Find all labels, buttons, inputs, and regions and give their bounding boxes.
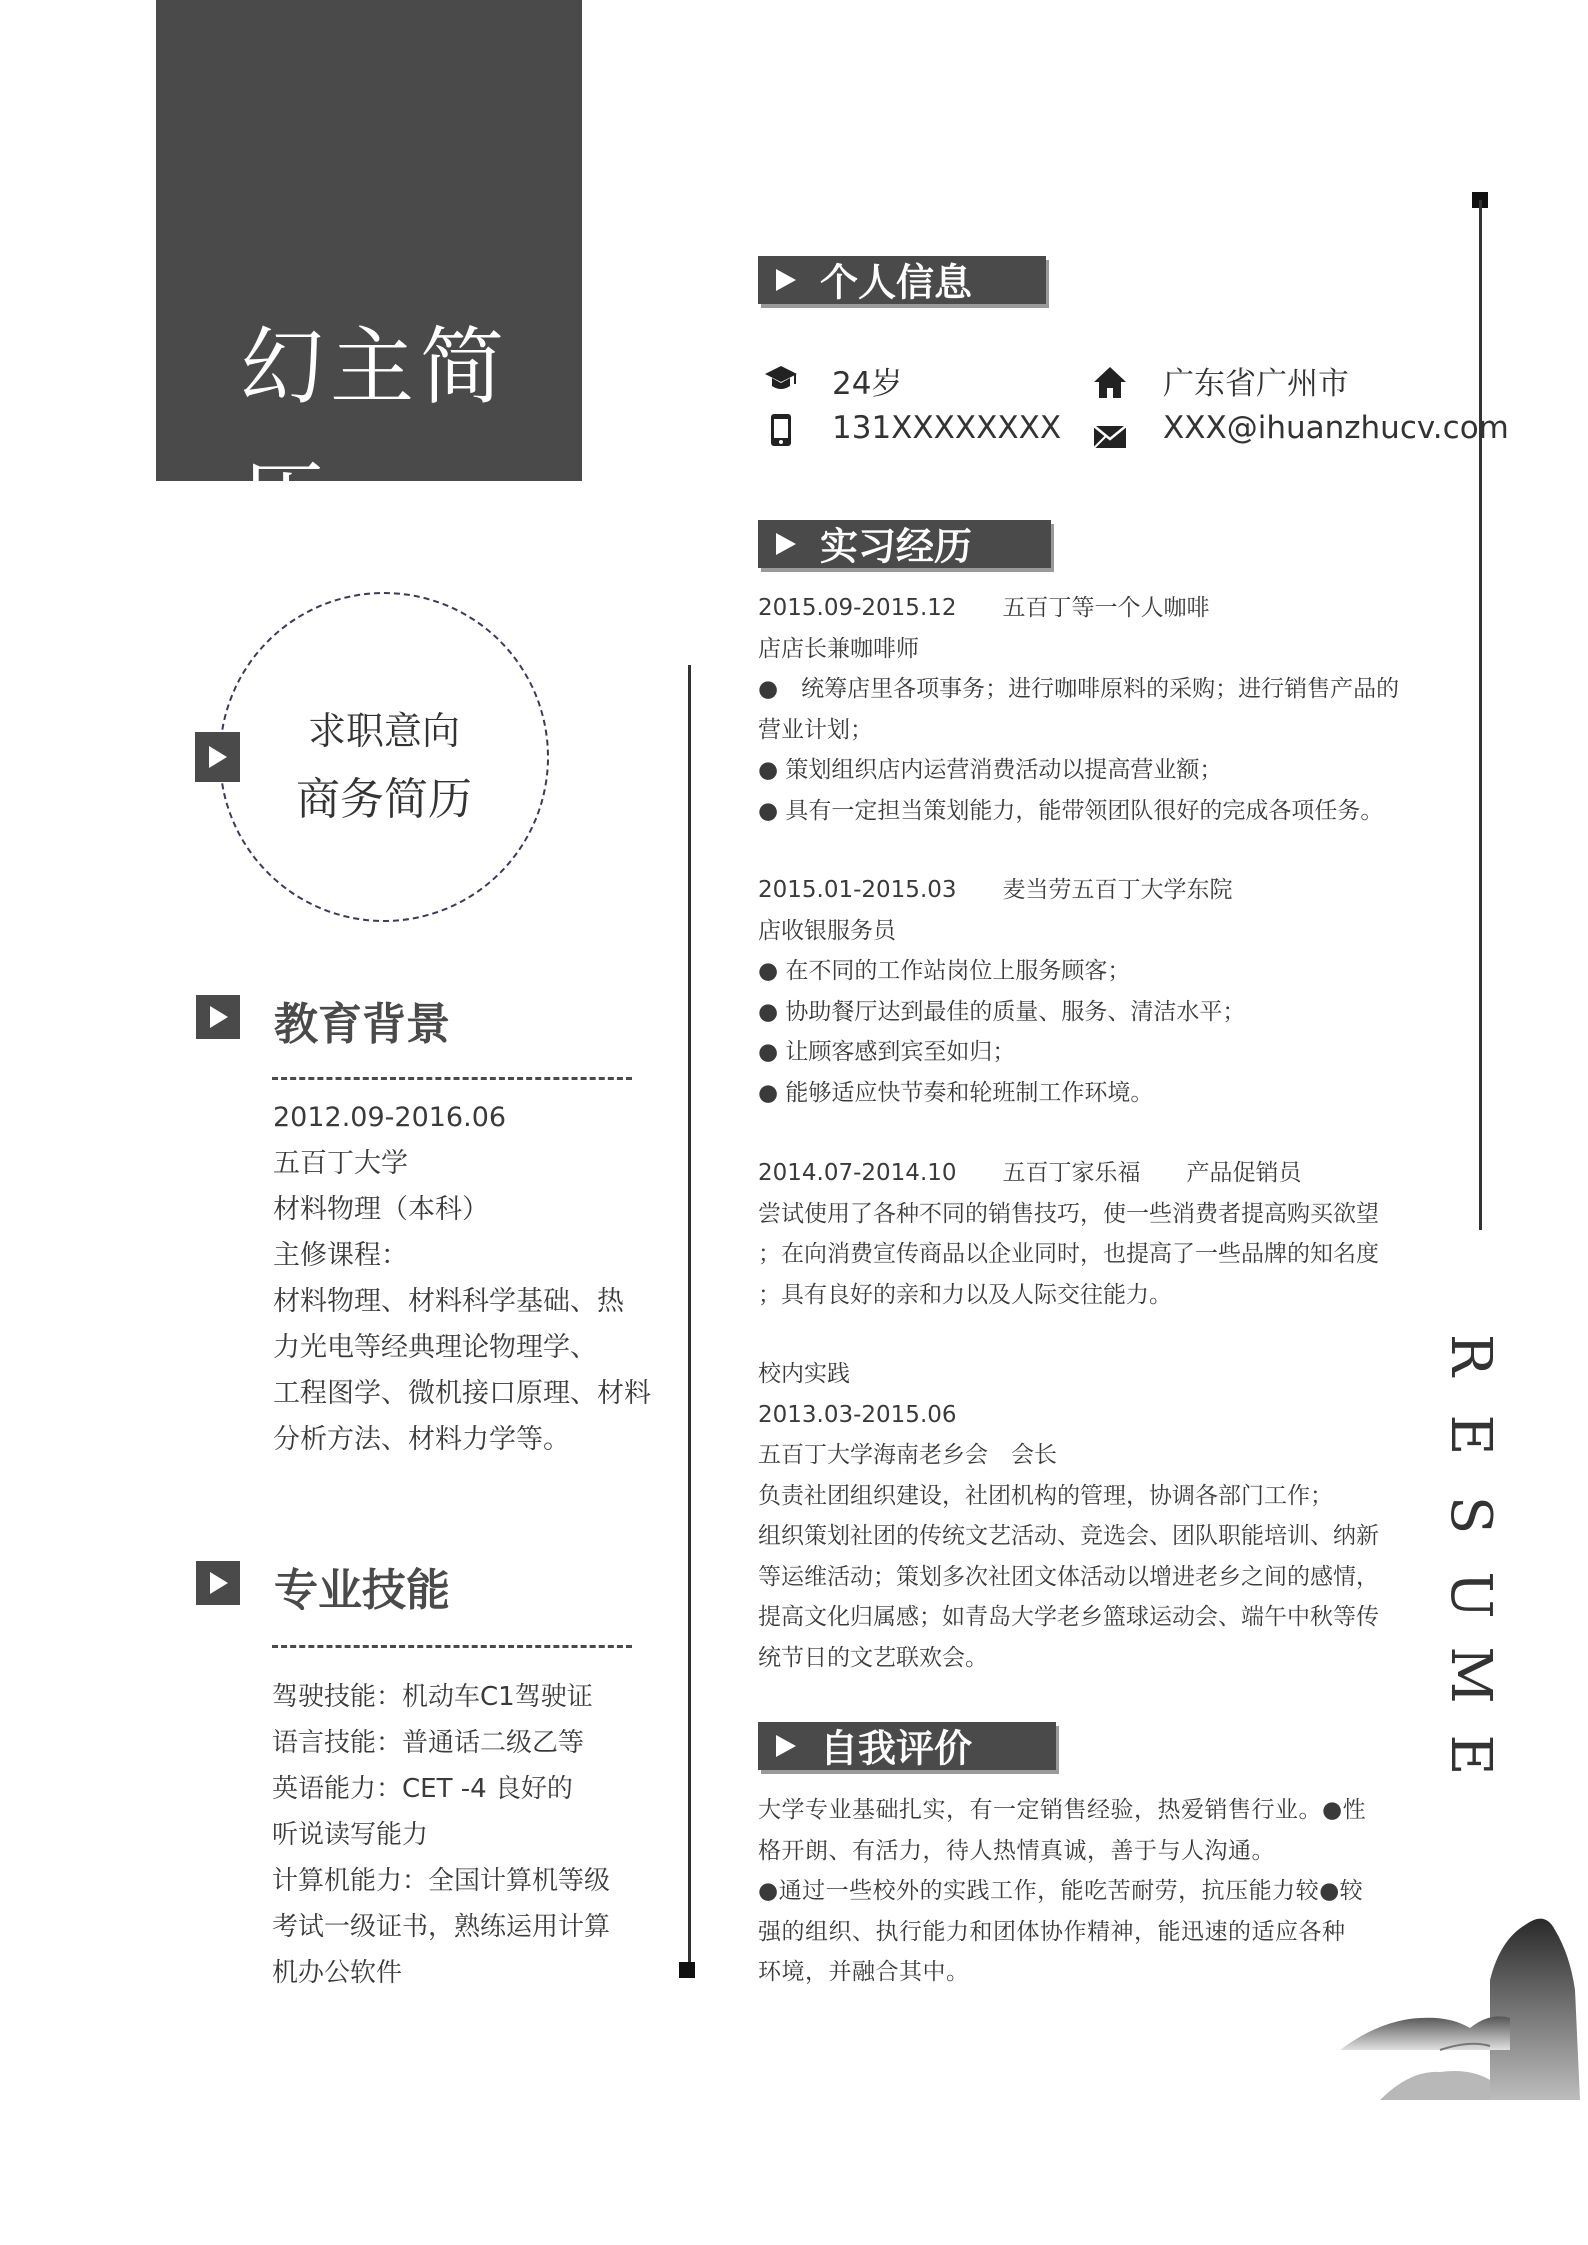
job-line: 负责社团组织建设，社团机构的管理，协调各部门工作； (758, 1482, 1333, 1509)
resume-vertical (1438, 1325, 1503, 1785)
resume-letter: S (1438, 1495, 1503, 1535)
job-line: 校内实践 (758, 1361, 850, 1387)
play-icon (210, 1572, 228, 1594)
play-icon (776, 533, 796, 555)
self-eval-heading (758, 1722, 1056, 1770)
personal-heading (758, 256, 1046, 304)
self-eval-line: 环境，并融合其中。 (758, 1959, 970, 1985)
phone-value: 131XXXXXXXX (832, 410, 1062, 446)
job-line: 五百丁大学海南老乡会 会长 (758, 1442, 1057, 1468)
resume-letter: M (1438, 1646, 1503, 1704)
job-line: 尝试使用了各种不同的销售技巧，使一些消费者提高购买欲望 (758, 1200, 1379, 1227)
skill-line: 计算机能力：全国计算机等级 (272, 1866, 611, 1896)
skill-line: 英语能力：CET -4 良好的 (272, 1774, 573, 1804)
job-line: 统节日的文艺联欢会。 (758, 1644, 988, 1671)
right-divider (1479, 200, 1482, 1230)
self-eval-text (758, 1790, 1366, 1993)
center-divider (688, 665, 691, 1965)
education-line: 材料物理、材料科学基础、热 (273, 1286, 624, 1317)
job-line: 2015.01-2015.03 麦当劳五百丁大学东院 (758, 877, 1233, 903)
email-value: XXX@ihuanzhucv.com (1163, 410, 1509, 446)
education-line: 2012.09-2016.06 (273, 1102, 507, 1133)
ink-mountain-illustration (1340, 1900, 1588, 2100)
objective-value: 商务简历 (296, 774, 472, 825)
home-icon (1092, 364, 1128, 400)
internship-heading-label: 实习经历 (820, 524, 973, 569)
resume-title: 幻主简历 (240, 318, 511, 550)
job-line: ；在向消费宣传商品以企业同时，也提高了一些品牌的知名度 (758, 1241, 1379, 1267)
title-block (156, 0, 582, 550)
internship-heading (758, 520, 1051, 568)
play-icon (210, 1006, 228, 1028)
job-line: ● 在不同的工作站岗位上服务顾客； (758, 958, 1131, 984)
skills-marker (196, 1561, 240, 1605)
job-line: ● 具有一定担当策划能力，能带领团队很好的完成各项任务。 (758, 797, 1384, 824)
skill-line: 驾驶技能：机动车C1驾驶证 (272, 1682, 593, 1712)
job-line: 2015.09-2015.12 五百丁等一个人咖啡 (758, 595, 1210, 621)
objective-label: 求职意向 (307, 709, 460, 753)
education-heading: 教育背景 (274, 999, 450, 1050)
job-line: 组织策划社团的传统文艺活动、竞选会、团队职能培训、纳新 (758, 1523, 1379, 1549)
education-line: 材料物理（本科） (273, 1194, 489, 1225)
job-line: ● 统筹店里各项事务；进行咖啡原料的采购；进行销售产品的 (758, 676, 1400, 702)
resume-letter: E (1438, 1734, 1503, 1776)
skill-line: 机办公软件 (272, 1958, 403, 1988)
job-line: ● 能够适应快节奏和轮班制工作环境。 (758, 1079, 1154, 1106)
education-line: 分析方法、材料力学等。 (273, 1424, 570, 1455)
skill-line: 听说读写能力 (272, 1820, 429, 1850)
job-line: 店收银服务员 (758, 917, 896, 944)
self-eval-line: 大学专业基础扎实，有一定销售经验，热爱销售行业。●性 (758, 1797, 1367, 1823)
resume-letter: E (1438, 1414, 1503, 1456)
job-entry-4 (758, 1354, 1379, 1678)
job-entry-2 (758, 870, 1245, 1113)
envelope-icon (1092, 420, 1128, 456)
objective-circle (219, 592, 549, 922)
education-marker (196, 995, 240, 1039)
job-line: ；具有良好的亲和力以及人际交往能力。 (758, 1281, 1172, 1308)
skills-details (272, 1674, 610, 1996)
education-line: 五百丁大学 (273, 1148, 408, 1179)
age-value: 24岁 (832, 366, 903, 402)
graduation-cap-icon (763, 360, 799, 396)
self-eval-line: 强的组织、执行能力和团体协作精神，能迅速的适应各种 (758, 1918, 1346, 1945)
self-eval-heading-label: 自我评价 (820, 1726, 973, 1771)
education-line: 工程图学、微机接口原理、材料 (273, 1378, 651, 1409)
skills-divider (272, 1645, 632, 1648)
personal-heading-label: 个人信息 (820, 260, 973, 305)
job-line: 店店长兼咖啡师 (758, 635, 919, 662)
skill-line: 语言技能：普通话二级乙等 (272, 1728, 585, 1758)
job-line: 营业计划； (758, 716, 873, 743)
self-eval-line: 格开朗、有活力，待人热情真诚，善于与人沟通。 (758, 1837, 1275, 1864)
job-line: ● 策划组织店内运营消费活动以提高营业额； (758, 757, 1223, 783)
education-line: 力光电等经典理论物理学、 (273, 1332, 597, 1363)
resume-letter: U (1438, 1571, 1503, 1619)
job-entry-3 (758, 1153, 1379, 1315)
education-line: 主修课程： (273, 1240, 408, 1271)
play-icon (776, 269, 796, 291)
phone-icon (763, 412, 799, 448)
job-entry-1 (758, 588, 1399, 831)
job-line: 等运维活动；策划多次社团文体活动以增进老乡之间的感情， (758, 1563, 1379, 1590)
center-divider-end (679, 1962, 695, 1978)
job-line: ● 协助餐厅达到最佳的质量、服务、清洁水平； (758, 998, 1246, 1025)
self-eval-line: ●通过一些校外的实践工作，能吃苦耐劳，抗压能力较●较 (758, 1878, 1364, 1904)
job-line: 2014.07-2014.10 五百丁家乐福 产品促销员 (758, 1160, 1302, 1186)
job-line: 2013.03-2015.06 (758, 1401, 957, 1428)
resume-letter: R (1438, 1333, 1503, 1377)
job-line: 提高文化归属感；如青岛大学老乡篮球运动会、端午中秋等传 (758, 1604, 1379, 1630)
education-details (273, 1095, 651, 1463)
play-icon (776, 1735, 796, 1757)
location-value: 广东省广州市 (1163, 366, 1349, 402)
skills-heading: 专业技能 (274, 1565, 450, 1616)
skill-line: 考试一级证书，熟练运用计算 (272, 1912, 611, 1942)
education-divider (272, 1077, 632, 1080)
job-line: ● 让顾客感到宾至如归； (758, 1039, 1016, 1065)
